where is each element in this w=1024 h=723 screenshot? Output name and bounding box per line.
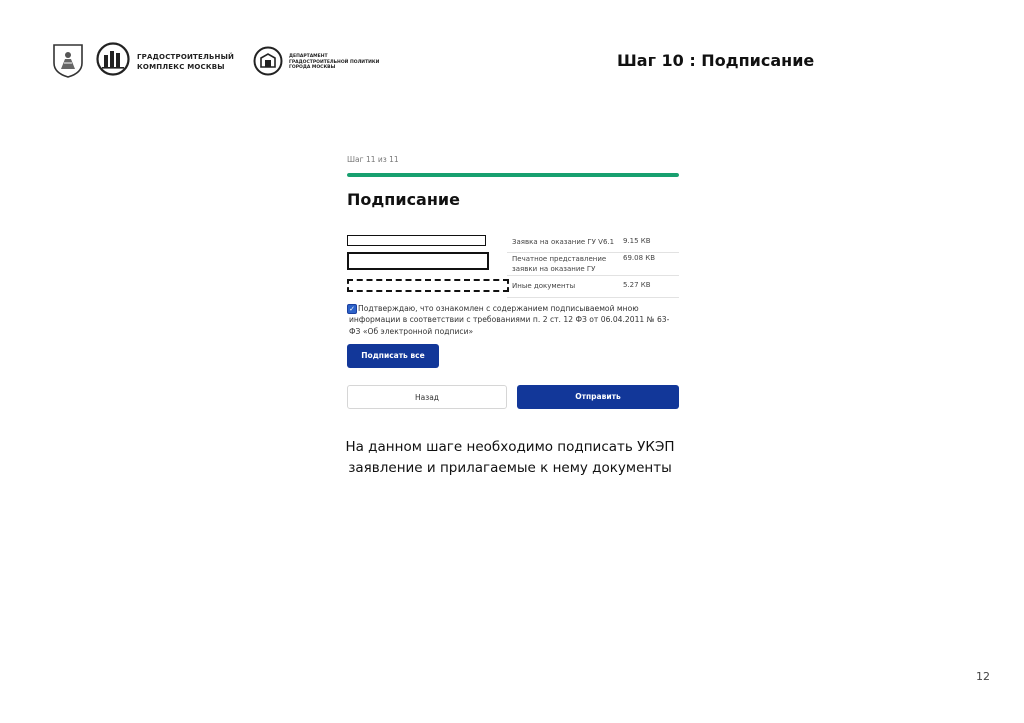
document-size: 5.27 КВ xyxy=(623,281,651,289)
redacted-file-name xyxy=(347,252,489,270)
progress-fill xyxy=(347,173,679,177)
gk-logo-line1: ГРАДОСТРОИТЕЛЬНЫЙ xyxy=(137,53,235,61)
gk-logo-line2: КОМПЛЕКС МОСКВЫ xyxy=(137,63,225,71)
signing-screenshot xyxy=(340,145,686,425)
back-button[interactable]: Назад xyxy=(347,385,507,409)
caption-line2: заявление и прилагаемые к нему документы xyxy=(348,460,672,476)
department-logo-text xyxy=(289,54,389,71)
row-divider xyxy=(507,297,679,298)
dep-logo-line2: ГРАДОСТРОИТЕЛЬНОЙ ПОЛИТИКИ xyxy=(289,59,380,65)
document-row[interactable] xyxy=(347,252,679,276)
consent-block xyxy=(347,303,679,337)
page-number: 12 xyxy=(976,670,990,683)
sign-all-button[interactable]: Подписать все xyxy=(347,344,439,368)
document-name: Заявка на оказание ГУ V6.1 xyxy=(512,238,615,246)
moscow-coat-of-arms-icon xyxy=(52,43,84,79)
slide-title: Шаг 10 : Подписание xyxy=(617,51,815,70)
consent-checkbox[interactable]: ✓ xyxy=(347,304,357,314)
form-title: Подписание xyxy=(347,190,460,209)
slide-caption xyxy=(300,437,720,479)
document-name: Иные документы xyxy=(512,282,576,290)
document-row[interactable] xyxy=(347,233,679,253)
send-button[interactable]: Отправить xyxy=(517,385,679,409)
caption-line1: На данном шаге необходимо подписать УКЭП xyxy=(345,439,675,455)
row-divider xyxy=(507,275,679,276)
document-size: 9.15 КВ xyxy=(623,237,651,245)
document-size: 69.08 КВ xyxy=(623,254,656,262)
document-name: Печатное представление заявки на оказание ГУ xyxy=(512,255,607,273)
dep-logo-line1: ДЕПАРТАМЕНТ xyxy=(289,54,328,59)
redacted-file-name xyxy=(347,279,509,292)
department-logo xyxy=(253,46,283,76)
redacted-file-name xyxy=(347,235,486,246)
consent-text: Подтверждаю, что ознакомлен с содержанием подписываемой мною информации в соответствии с требованиями п. 2 ст. 12 ФЗ от 06.04.2011 № 63-ФЗ «Об электронной подписи» xyxy=(349,304,670,336)
step-label: Шаг 11 из 11 xyxy=(347,155,399,164)
dep-logo-line3: ГОРОДА МОСКВЫ xyxy=(289,65,336,70)
document-row[interactable] xyxy=(347,278,679,298)
progress-bar xyxy=(347,173,679,177)
gradostroitelny-kompleks-logo xyxy=(96,42,130,76)
gk-logo-text xyxy=(137,52,237,72)
